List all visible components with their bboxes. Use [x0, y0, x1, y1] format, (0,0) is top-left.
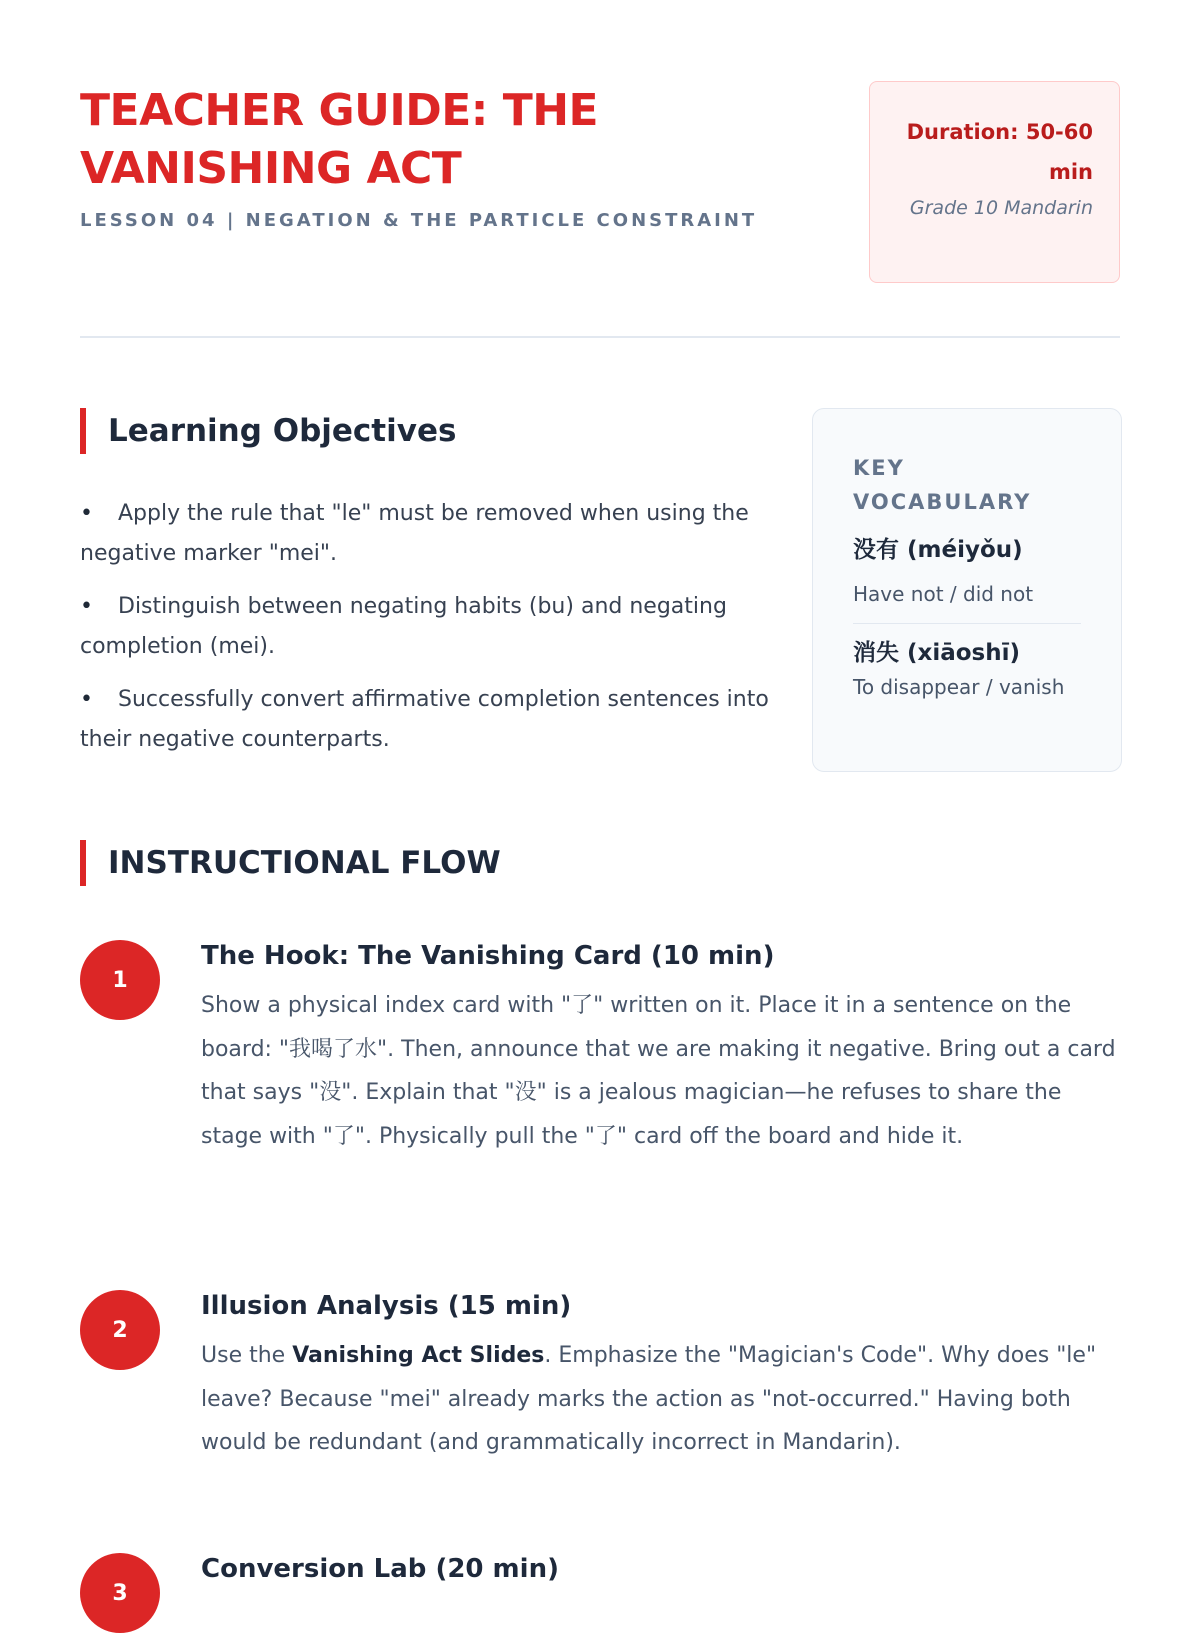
step-title: Conversion Lab (20 min) — [201, 1554, 559, 1584]
objective-item — [80, 587, 770, 667]
step-body — [201, 1290, 1121, 1465]
bullet-icon: • — [80, 594, 93, 619]
step-description: Show a physical index card with "了" written on it. Place it in a sentence on the board: "我喝了水". Then, announce that we are making it negative. Bring out a card that says "没". Explain that "没" is a jealous magician—he refuses to share the stage with "了". Physically pull the "了" card off the board and hide it. — [201, 993, 1116, 1149]
vocab-term: 消失 (xiāoshī) — [853, 640, 1021, 666]
vocab-definition: To disappear / vanish — [853, 675, 1065, 699]
bullet-icon: • — [80, 501, 93, 526]
step-text-part: . Emphasize the "Magician's Code". Why does "le" leave? Because "mei" already marks the action as "not-occurred." Having both would be redundant (and grammatically incorrect in Mandarin). — [201, 1343, 1097, 1455]
key-vocabulary-box — [812, 408, 1122, 772]
page-title: TEACHER GUIDE: THE VANISHING ACT — [80, 85, 599, 194]
header-divider — [80, 336, 1120, 338]
step-number-badge: 1 — [80, 940, 160, 1020]
bullet-icon: • — [80, 687, 93, 712]
objectives-heading: Learning Objectives — [80, 408, 456, 454]
vocab-term: 没有 (méiyǒu) — [853, 537, 1023, 563]
slides-reference: Vanishing Act Slides — [292, 1343, 545, 1368]
step-number-badge: 2 — [80, 1290, 160, 1370]
lesson-subtitle: LESSON 04 | NEGATION & THE PARTICLE CONSTRAINT — [80, 210, 758, 231]
duration-label: Duration: 50-60 min — [906, 120, 1093, 184]
step-body — [201, 1553, 1121, 1589]
instructional-flow-heading: INSTRUCTIONAL FLOW — [80, 840, 501, 886]
step-description — [201, 1334, 1121, 1465]
step-title: Illusion Analysis (15 min) — [201, 1291, 572, 1321]
step-text-part: Use the — [201, 1343, 293, 1368]
vocabulary-label: KEY VOCABULARY — [853, 456, 1032, 514]
objective-text: Distinguish between negating habits (bu) and negating completion (mei). — [80, 594, 727, 659]
vocab-definition: Have not / did not — [853, 582, 1034, 606]
step-number-badge: 3 — [80, 1553, 160, 1633]
objective-item — [80, 494, 770, 574]
vocab-divider — [853, 623, 1081, 624]
objective-item — [80, 680, 770, 760]
lesson-meta-box — [869, 81, 1120, 283]
step-body — [201, 940, 1121, 1158]
step-title: The Hook: The Vanishing Card (10 min) — [201, 941, 775, 971]
objective-text: Successfully convert affirmative completion sentences into their negative counterparts. — [80, 687, 769, 752]
objectives-list — [80, 494, 770, 773]
objective-text: Apply the rule that "le" must be removed when using the negative marker "mei". — [80, 501, 749, 566]
grade-label: Grade 10 Mandarin — [909, 197, 1093, 219]
